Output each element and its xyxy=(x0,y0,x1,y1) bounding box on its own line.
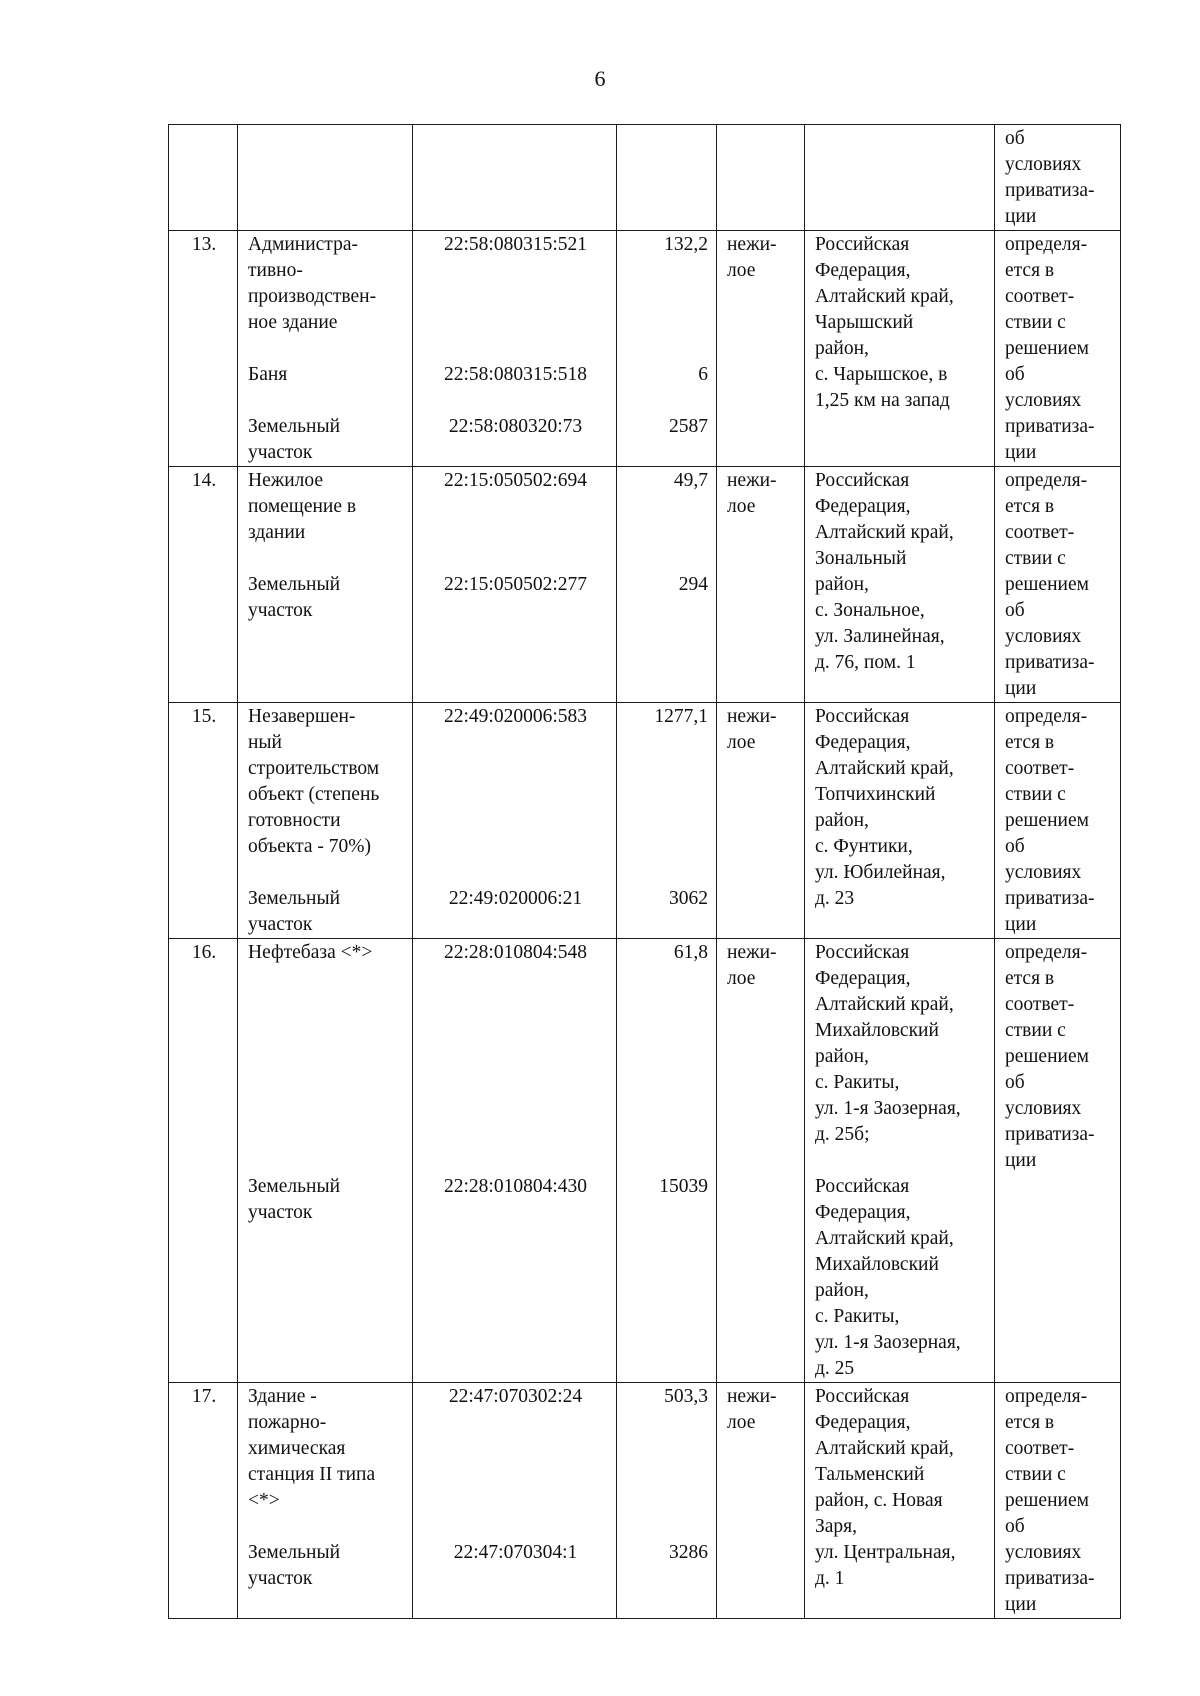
terms-line: ции xyxy=(1005,1594,1037,1615)
object-name-line: химическая xyxy=(248,1438,346,1459)
object-name-line: строительством xyxy=(248,758,380,779)
blank-line xyxy=(627,598,708,624)
address-line: Зональный xyxy=(815,548,907,569)
object-name-line: Земельный xyxy=(248,416,341,437)
row-number-text: 15. xyxy=(191,706,217,727)
blank-line xyxy=(627,860,708,886)
address-line: район, xyxy=(815,810,869,831)
address-line: с. Фунтики, xyxy=(815,836,913,857)
privatization-terms-cell xyxy=(995,1383,1121,1619)
address-cell xyxy=(805,231,995,467)
terms-line: условиях xyxy=(1005,390,1082,411)
cadastral-number: 22:15:050502:694 xyxy=(443,470,587,491)
blank-line xyxy=(248,388,404,414)
address-line: Топчихинский xyxy=(815,784,936,805)
blank-line xyxy=(627,1514,708,1540)
area-cell xyxy=(617,231,717,467)
terms-line: ции xyxy=(1005,678,1037,699)
object-name-line: ный xyxy=(248,732,282,753)
terms-line: решением xyxy=(1005,1046,1089,1067)
blank-line xyxy=(627,992,708,1018)
address-line: Алтайский край, xyxy=(815,1228,954,1249)
address-line: Российская xyxy=(815,706,910,727)
address-line: д. 1 xyxy=(815,1568,845,1589)
address-line: Российская xyxy=(815,942,910,963)
object-name-cell xyxy=(238,125,413,231)
blank-line xyxy=(423,782,608,808)
blank-line xyxy=(627,912,708,938)
privatization-terms-cell xyxy=(995,939,1121,1383)
terms-line: соответ- xyxy=(1005,522,1075,543)
object-name-line: Здание - xyxy=(248,1386,317,1407)
purpose-line: нежи- xyxy=(727,470,777,491)
area-value: 1277,1 xyxy=(654,706,708,727)
address-line: Российская xyxy=(815,1176,910,1197)
table-row xyxy=(169,125,1121,231)
object-name-line: Земельный xyxy=(248,1176,341,1197)
property-table xyxy=(168,124,1121,1619)
blank-line xyxy=(627,546,708,572)
purpose-line: нежи- xyxy=(727,706,777,727)
blank-line xyxy=(423,310,608,336)
blank-line xyxy=(423,1070,608,1096)
blank-line xyxy=(423,1018,608,1044)
terms-line: условиях xyxy=(1005,862,1082,883)
address-line: Российская xyxy=(815,470,910,491)
cadastral-number: 22:47:070302:24 xyxy=(448,1386,583,1407)
blank-line xyxy=(248,1044,404,1070)
blank-line xyxy=(627,1410,708,1436)
row-number xyxy=(169,231,238,467)
address-cell xyxy=(805,467,995,703)
table-row xyxy=(169,467,1121,703)
blank-line xyxy=(627,1488,708,1514)
terms-line: приватиза- xyxy=(1005,888,1095,909)
address-line: 1,25 км на запад xyxy=(815,390,950,411)
terms-line: ции xyxy=(1005,1150,1037,1171)
purpose-cell xyxy=(717,231,805,467)
address-line: Федерация, xyxy=(815,1202,911,1223)
address-line: ул. 1-я Заозерная, xyxy=(815,1332,961,1353)
row-number xyxy=(169,703,238,939)
address-line: д. 25 xyxy=(815,1358,855,1379)
terms-line: ется в xyxy=(1005,496,1055,517)
blank-line xyxy=(423,520,608,546)
terms-line: условиях xyxy=(1005,1542,1082,1563)
blank-line xyxy=(627,388,708,414)
terms-line: об xyxy=(1005,364,1025,385)
area-cell xyxy=(617,1383,717,1619)
blank-line xyxy=(248,1514,404,1540)
object-name-line: объекта - 70%) xyxy=(248,836,372,857)
blank-line xyxy=(627,730,708,756)
address-line: Алтайский край, xyxy=(815,1438,954,1459)
terms-line: ции xyxy=(1005,914,1037,935)
object-name-cell xyxy=(238,703,413,939)
area-value: 132,2 xyxy=(664,234,708,255)
terms-line: определя- xyxy=(1005,706,1088,727)
terms-line: условиях xyxy=(1005,154,1082,175)
terms-line: ствии с xyxy=(1005,548,1066,569)
cadastral-number: 22:28:010804:430 xyxy=(443,1176,587,1197)
blank-line xyxy=(627,1044,708,1070)
address-line: ул. Центральная, xyxy=(815,1542,956,1563)
address-line: Федерация, xyxy=(815,968,911,989)
terms-line: приватиза- xyxy=(1005,180,1095,201)
blank-line xyxy=(423,284,608,310)
cadastral-number-cell xyxy=(413,1383,617,1619)
object-name-line: участок xyxy=(248,442,313,463)
table-row xyxy=(169,703,1121,939)
terms-line: об xyxy=(1005,128,1025,149)
blank-line xyxy=(423,756,608,782)
blank-line xyxy=(627,966,708,992)
object-name-line: участок xyxy=(248,914,313,935)
address-line: ул. Залинейная, xyxy=(815,626,945,647)
blank-line xyxy=(423,1148,608,1174)
terms-line: приватиза- xyxy=(1005,652,1095,673)
blank-line xyxy=(423,834,608,860)
terms-line: ется в xyxy=(1005,1412,1055,1433)
blank-line xyxy=(423,860,608,886)
terms-line: соответ- xyxy=(1005,1438,1075,1459)
blank-line xyxy=(627,494,708,520)
terms-line: ется в xyxy=(1005,732,1055,753)
terms-line: об xyxy=(1005,836,1025,857)
row-number xyxy=(169,939,238,1383)
terms-line: об xyxy=(1005,1072,1025,1093)
address-line: с. Ракиты, xyxy=(815,1072,900,1093)
terms-line: решением xyxy=(1005,338,1089,359)
blank-line xyxy=(248,1096,404,1122)
blank-line xyxy=(248,992,404,1018)
address-line: район, xyxy=(815,574,869,595)
blank-line xyxy=(248,966,404,992)
purpose-line: лое xyxy=(727,1412,756,1433)
address-line: Российская xyxy=(815,1386,910,1407)
blank-line xyxy=(423,966,608,992)
blank-line xyxy=(627,310,708,336)
row-number-text: 14. xyxy=(191,470,217,491)
address-line: д. 25б; xyxy=(815,1124,870,1145)
blank-line xyxy=(627,1200,708,1226)
terms-line: соответ- xyxy=(1005,758,1075,779)
row-number xyxy=(169,1383,238,1619)
purpose-line: нежи- xyxy=(727,1386,777,1407)
area-value: 49,7 xyxy=(673,470,708,491)
object-name-cell xyxy=(238,939,413,1383)
cadastral-number: 22:28:010804:548 xyxy=(443,942,587,963)
terms-line: определя- xyxy=(1005,942,1088,963)
blank-line xyxy=(423,440,608,466)
object-name-cell xyxy=(238,1383,413,1619)
terms-line: условиях xyxy=(1005,1098,1082,1119)
blank-line xyxy=(627,1462,708,1488)
blank-line xyxy=(423,1200,608,1226)
purpose-cell xyxy=(717,125,805,231)
object-name-line: <*> xyxy=(248,1490,280,1511)
address-line: район, xyxy=(815,338,869,359)
object-name-line: Незавершен- xyxy=(248,706,356,727)
terms-line: об xyxy=(1005,1516,1025,1537)
purpose-line: нежи- xyxy=(727,942,777,963)
purpose-cell xyxy=(717,1383,805,1619)
terms-line: об xyxy=(1005,600,1025,621)
blank-line xyxy=(248,860,404,886)
row-number-text: 16. xyxy=(191,942,217,963)
terms-line: определя- xyxy=(1005,234,1088,255)
cadastral-number-cell xyxy=(413,703,617,939)
object-name-cell xyxy=(238,467,413,703)
blank-line xyxy=(423,1514,608,1540)
privatization-terms-cell xyxy=(995,703,1121,939)
object-name-line: тивно- xyxy=(248,260,303,281)
object-name-line: Земельный xyxy=(248,574,341,595)
blank-line xyxy=(627,258,708,284)
blank-line xyxy=(248,336,404,362)
blank-line xyxy=(423,1122,608,1148)
terms-line: ствии с xyxy=(1005,784,1066,805)
blank-line xyxy=(627,520,708,546)
address-line: Алтайский край, xyxy=(815,994,954,1015)
blank-line xyxy=(248,1122,404,1148)
blank-line xyxy=(423,912,608,938)
terms-line: соответ- xyxy=(1005,994,1075,1015)
address-line: Заря, xyxy=(815,1516,858,1537)
area-cell xyxy=(617,467,717,703)
terms-line: приватиза- xyxy=(1005,416,1095,437)
area-cell xyxy=(617,125,717,231)
blank-line xyxy=(423,730,608,756)
object-name-line: участок xyxy=(248,1568,313,1589)
address-line: Алтайский край, xyxy=(815,522,954,543)
terms-line: ствии с xyxy=(1005,312,1066,333)
blank-line xyxy=(248,1070,404,1096)
purpose-line: лое xyxy=(727,968,756,989)
address-line: Тальменский xyxy=(815,1464,925,1485)
address-line: Чарышский xyxy=(815,312,914,333)
blank-line xyxy=(627,1436,708,1462)
blank-line xyxy=(627,756,708,782)
object-name-line: Баня xyxy=(248,364,288,385)
terms-line: определя- xyxy=(1005,1386,1088,1407)
blank-line xyxy=(423,1410,608,1436)
purpose-cell xyxy=(717,939,805,1383)
cadastral-number: 22:49:020006:21 xyxy=(448,888,583,909)
purpose-line: лое xyxy=(727,260,756,281)
blank-line xyxy=(627,440,708,466)
table-row xyxy=(169,1383,1121,1619)
table-body xyxy=(169,125,1121,1619)
object-name-line: Нефтебаза <*> xyxy=(248,942,373,963)
object-name-line: помещение в xyxy=(248,496,357,517)
blank-line xyxy=(423,1436,608,1462)
terms-line: приватиза- xyxy=(1005,1568,1095,1589)
terms-line: ствии с xyxy=(1005,1020,1066,1041)
object-name-line: участок xyxy=(248,600,313,621)
row-number-text: 13. xyxy=(191,234,217,255)
blank-line xyxy=(423,992,608,1018)
object-name-line: участок xyxy=(248,1202,313,1223)
address-line: Алтайский край, xyxy=(815,758,954,779)
privatization-terms-cell xyxy=(995,125,1121,231)
blank-line xyxy=(627,808,708,834)
area-cell xyxy=(617,939,717,1383)
area-value: 3062 xyxy=(669,888,708,909)
blank-line xyxy=(627,336,708,362)
purpose-line: нежи- xyxy=(727,234,777,255)
privatization-terms-cell xyxy=(995,231,1121,467)
blank-line xyxy=(423,336,608,362)
terms-line: ется в xyxy=(1005,260,1055,281)
terms-line: определя- xyxy=(1005,470,1088,491)
area-value: 2587 xyxy=(669,416,708,437)
blank-line xyxy=(627,782,708,808)
address-line: с. Зональное, xyxy=(815,600,925,621)
area-value: 503,3 xyxy=(664,1386,708,1407)
table-row xyxy=(169,231,1121,467)
blank-line xyxy=(423,1566,608,1592)
terms-line: решением xyxy=(1005,1490,1089,1511)
blank-line xyxy=(248,1148,404,1174)
blank-line xyxy=(423,808,608,834)
terms-line: ции xyxy=(1005,206,1037,227)
blank-line xyxy=(627,1070,708,1096)
area-value: 3286 xyxy=(669,1542,708,1563)
blank-line xyxy=(627,1018,708,1044)
terms-line: приватиза- xyxy=(1005,1124,1095,1145)
blank-line xyxy=(423,258,608,284)
purpose-line: лое xyxy=(727,732,756,753)
terms-line: решением xyxy=(1005,810,1089,831)
address-cell xyxy=(805,703,995,939)
terms-line: ется в xyxy=(1005,968,1055,989)
blank-line xyxy=(627,1096,708,1122)
address-line: район, с. Новая xyxy=(815,1490,943,1511)
blank-line xyxy=(423,1488,608,1514)
address-line: район, xyxy=(815,1280,869,1301)
object-name-line: станция II типа xyxy=(248,1464,376,1485)
address-line: д. 23 xyxy=(815,888,855,909)
address-line: Федерация, xyxy=(815,496,911,517)
row-number-text: 17. xyxy=(191,1386,217,1407)
cadastral-number-cell xyxy=(413,939,617,1383)
address-line: ул. Юбилейная, xyxy=(815,862,946,883)
blank-line xyxy=(248,1018,404,1044)
purpose-cell xyxy=(717,467,805,703)
blank-line xyxy=(627,1122,708,1148)
blank-line xyxy=(627,1148,708,1174)
address-line: район, xyxy=(815,1046,869,1067)
cadastral-number-cell xyxy=(413,125,617,231)
terms-line: соответ- xyxy=(1005,286,1075,307)
object-name-line: Земельный xyxy=(248,1542,341,1563)
object-name-line: объект (степень xyxy=(248,784,380,805)
address-line: Михайловский xyxy=(815,1254,939,1275)
area-value: 61,8 xyxy=(673,942,708,963)
area-value: 6 xyxy=(698,364,708,385)
cadastral-number: 22:58:080315:518 xyxy=(443,364,587,385)
row-number xyxy=(169,467,238,703)
object-name-line: готовности xyxy=(248,810,341,831)
cadastral-number: 22:49:020006:583 xyxy=(443,706,587,727)
cadastral-number: 22:15:050502:277 xyxy=(443,574,587,595)
address-line: Федерация, xyxy=(815,732,911,753)
address-line: Михайловский xyxy=(815,1020,939,1041)
blank-line xyxy=(627,284,708,310)
area-cell xyxy=(617,703,717,939)
address-line: Федерация, xyxy=(815,1412,911,1433)
terms-line: решением xyxy=(1005,574,1089,595)
blank-line xyxy=(423,546,608,572)
address-line: с. Ракиты, xyxy=(815,1306,900,1327)
terms-line: ствии с xyxy=(1005,1464,1066,1485)
address-cell xyxy=(805,1383,995,1619)
cadastral-number-cell xyxy=(413,231,617,467)
object-name-line: пожарно- xyxy=(248,1412,327,1433)
table-row xyxy=(169,939,1121,1383)
blank-line xyxy=(423,388,608,414)
address-line: ул. 1-я Заозерная, xyxy=(815,1098,961,1119)
privatization-terms-cell xyxy=(995,467,1121,703)
area-value: 15039 xyxy=(659,1176,708,1197)
terms-line: условиях xyxy=(1005,626,1082,647)
object-name-line: Земельный xyxy=(248,888,341,909)
address-line xyxy=(815,1148,986,1174)
address-line: д. 76, пом. 1 xyxy=(815,652,916,673)
blank-line xyxy=(423,1462,608,1488)
terms-line: ции xyxy=(1005,442,1037,463)
object-name-cell xyxy=(238,231,413,467)
object-name-line: ное здание xyxy=(248,312,338,333)
blank-line xyxy=(423,1044,608,1070)
blank-line xyxy=(627,1566,708,1592)
blank-line xyxy=(423,1096,608,1122)
purpose-line: лое xyxy=(727,496,756,517)
cadastral-number: 22:58:080320:73 xyxy=(448,416,583,437)
address-line: с. Чарышское, в xyxy=(815,364,948,385)
address-cell xyxy=(805,125,995,231)
row-number xyxy=(169,125,238,231)
address-line: Федерация, xyxy=(815,260,911,281)
cadastral-number: 22:58:080315:521 xyxy=(443,234,587,255)
blank-line xyxy=(627,834,708,860)
object-name-line: Администра- xyxy=(248,234,358,255)
address-cell xyxy=(805,939,995,1383)
address-line: Алтайский край, xyxy=(815,286,954,307)
blank-line xyxy=(423,494,608,520)
area-value: 294 xyxy=(678,574,708,595)
object-name-line: здании xyxy=(248,522,306,543)
blank-line xyxy=(248,546,404,572)
address-line: Российская xyxy=(815,234,910,255)
page-number: 6 xyxy=(594,66,606,91)
cadastral-number: 22:47:070304:1 xyxy=(453,1542,578,1563)
object-name-line: производствен- xyxy=(248,286,377,307)
object-name-line: Нежилое xyxy=(248,470,324,491)
purpose-cell xyxy=(717,703,805,939)
cadastral-number-cell xyxy=(413,467,617,703)
blank-line xyxy=(423,598,608,624)
